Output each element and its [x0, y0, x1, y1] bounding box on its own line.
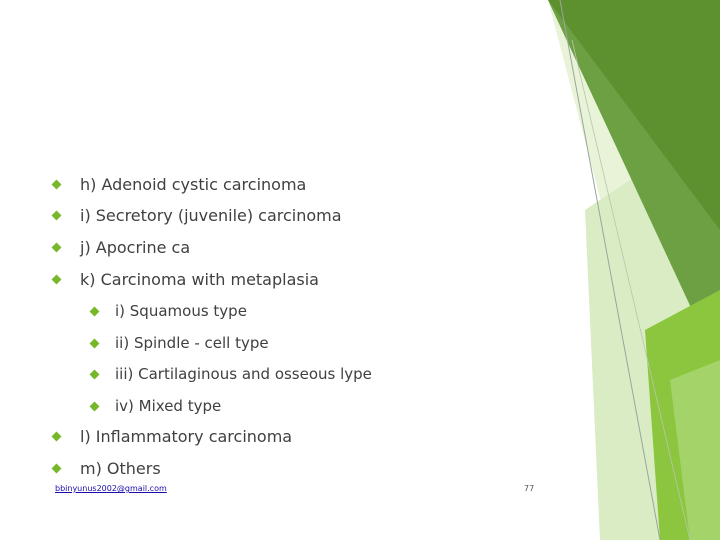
list-item — [53, 238, 190, 257]
diamond-bullet-icon — [52, 275, 62, 285]
list-item-text: iv) Mixed type — [115, 397, 222, 415]
list-item — [53, 175, 306, 194]
diamond-bullet-icon — [90, 306, 100, 316]
diamond-bullet-icon — [52, 432, 62, 442]
diamond-bullet-icon — [90, 369, 100, 379]
list-item-text: l) Inflammatory carcinoma — [80, 427, 293, 446]
diamond-bullet-icon — [52, 211, 62, 221]
sub-list-item — [91, 365, 372, 383]
list-item-text: iii) Cartilaginous and osseous lype — [115, 365, 372, 383]
diamond-bullet-icon — [52, 180, 62, 190]
list-item-text: ii) Spindle - cell type — [115, 334, 269, 352]
list-item-text: k) Carcinoma with metaplasia — [80, 270, 319, 289]
list-item — [53, 427, 292, 446]
sub-list-item — [91, 302, 247, 320]
list-item — [53, 206, 342, 225]
list-item-text: j) Apocrine ca — [80, 238, 191, 257]
page-number: 77 — [524, 484, 535, 493]
list-item-text: i) Secretory (juvenile) carcinoma — [80, 206, 342, 225]
footer-email-link[interactable]: bbinyunus2002@gmail.com — [55, 484, 167, 493]
sub-list-item — [91, 397, 221, 415]
list-item-text: h) Adenoid cystic carcinoma — [80, 175, 307, 194]
diamond-bullet-icon — [90, 338, 100, 348]
diamond-bullet-icon — [90, 401, 100, 411]
sub-list-item — [91, 334, 269, 352]
list-item — [53, 270, 319, 289]
list-item-text: i) Squamous type — [115, 302, 247, 320]
list-item-text: m) Others — [80, 459, 161, 478]
diamond-bullet-icon — [52, 464, 62, 474]
diamond-bullet-icon — [52, 243, 62, 253]
list-item — [53, 459, 161, 478]
